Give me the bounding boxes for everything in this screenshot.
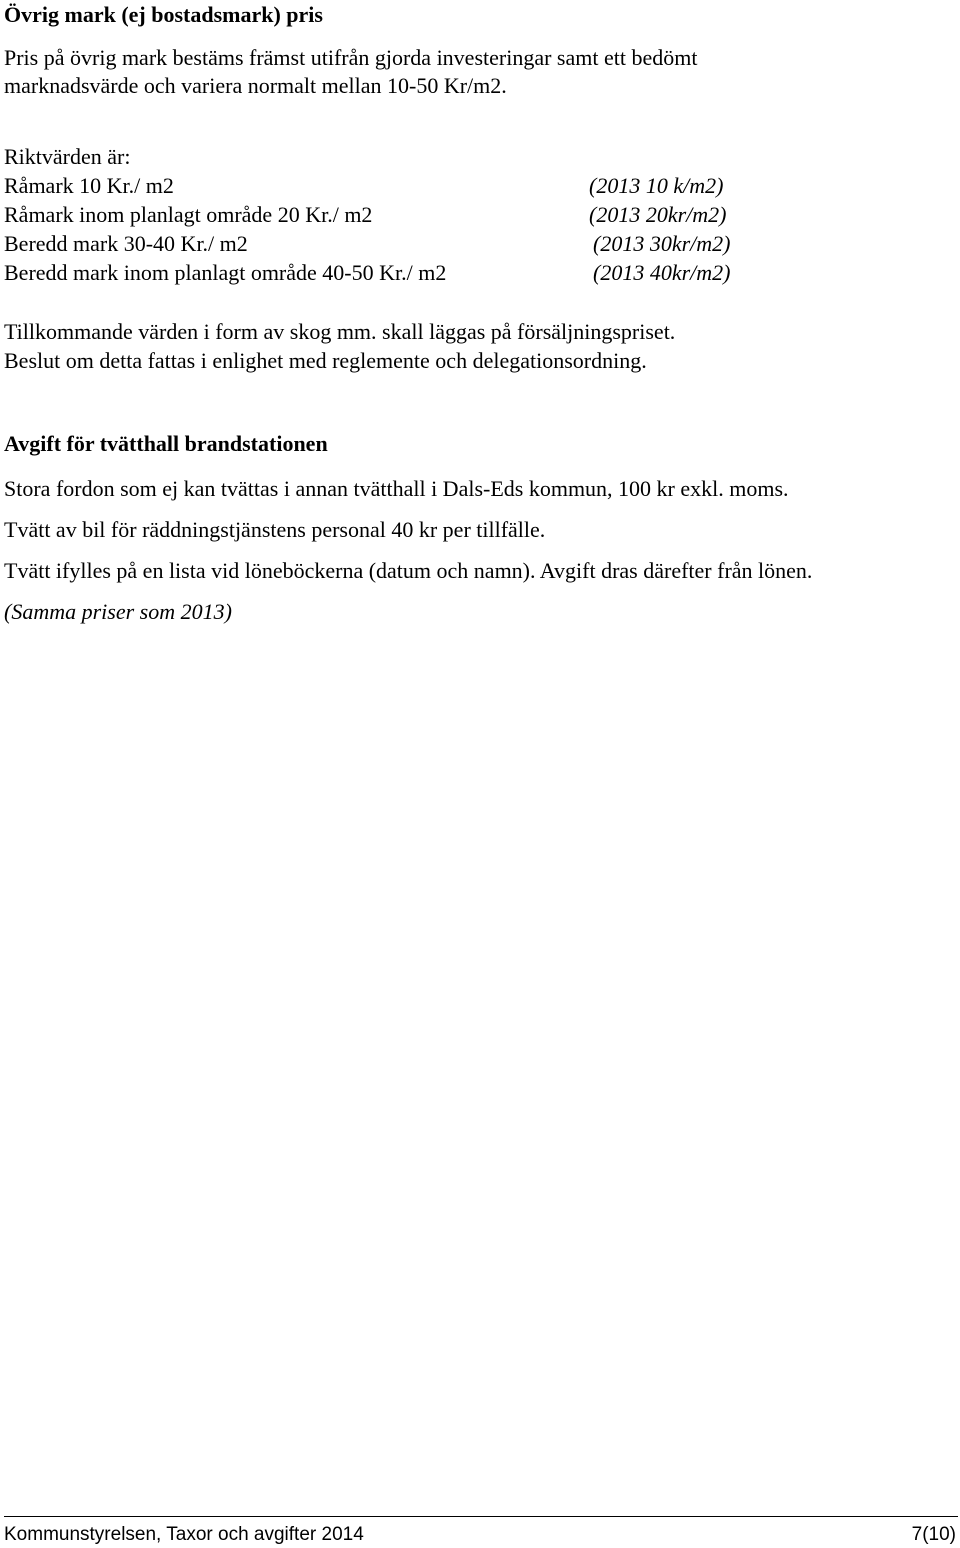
rate-row: [4, 258, 904, 287]
rate-label: Råmark 10 Kr./ m2: [4, 173, 174, 198]
rate-previous: (2013 40kr/m2): [593, 260, 731, 285]
rate-row: [4, 171, 904, 200]
rate-row: [4, 200, 904, 229]
rate-previous: (2013 20kr/m2): [589, 202, 727, 227]
page-footer: [4, 1516, 958, 1543]
section-heading-ovrig-mark: Övrig mark (ej bostadsmark) pris: [4, 2, 323, 27]
wash-price-note: (Samma priser som 2013): [4, 599, 232, 624]
intro-line-1: Pris på övrig mark bestäms främst utifrån gjorda investeringar samt ett bedömt: [4, 45, 698, 70]
footer-title: Kommunstyrelsen, Taxor och avgifter 2014: [4, 1524, 364, 1545]
rate-previous: (2013 30kr/m2): [593, 231, 731, 256]
wash-paragraph-3: Tvätt ifylles på en lista vid löneböckerna (datum och namn). Avgift dras därefter från lönen.: [4, 558, 813, 583]
rate-label: Beredd mark 30-40 Kr./ m2: [4, 231, 248, 256]
rate-row: [4, 229, 904, 258]
intro-line-2: marknadsvärde och variera normalt mellan 10-50 Kr/m2.: [4, 73, 507, 98]
guide-heading: Riktvärden är:: [4, 144, 131, 169]
wash-paragraph-1: Stora fordon som ej kan tvättas i annan tvätthall i Dals-Eds kommun, 100 kr exkl. moms.: [4, 476, 789, 501]
section-heading-tvatthall: Avgift för tvätthall brandstationen: [4, 431, 328, 456]
page-number: 7(10): [911, 1524, 956, 1545]
rate-label: Råmark inom planlagt område 20 Kr./ m2: [4, 202, 373, 227]
note-line-2: Beslut om detta fattas i enlighet med reglemente och delegationsordning.: [4, 348, 647, 373]
rate-previous: (2013 10 k/m2): [589, 173, 724, 198]
rate-label: Beredd mark inom planlagt område 40-50 Kr./ m2: [4, 260, 447, 285]
wash-paragraph-2: Tvätt av bil för räddningstjänstens personal 40 kr per tillfälle.: [4, 517, 546, 542]
note-line-1: Tillkommande värden i form av skog mm. skall läggas på försäljningspriset.: [4, 319, 676, 344]
